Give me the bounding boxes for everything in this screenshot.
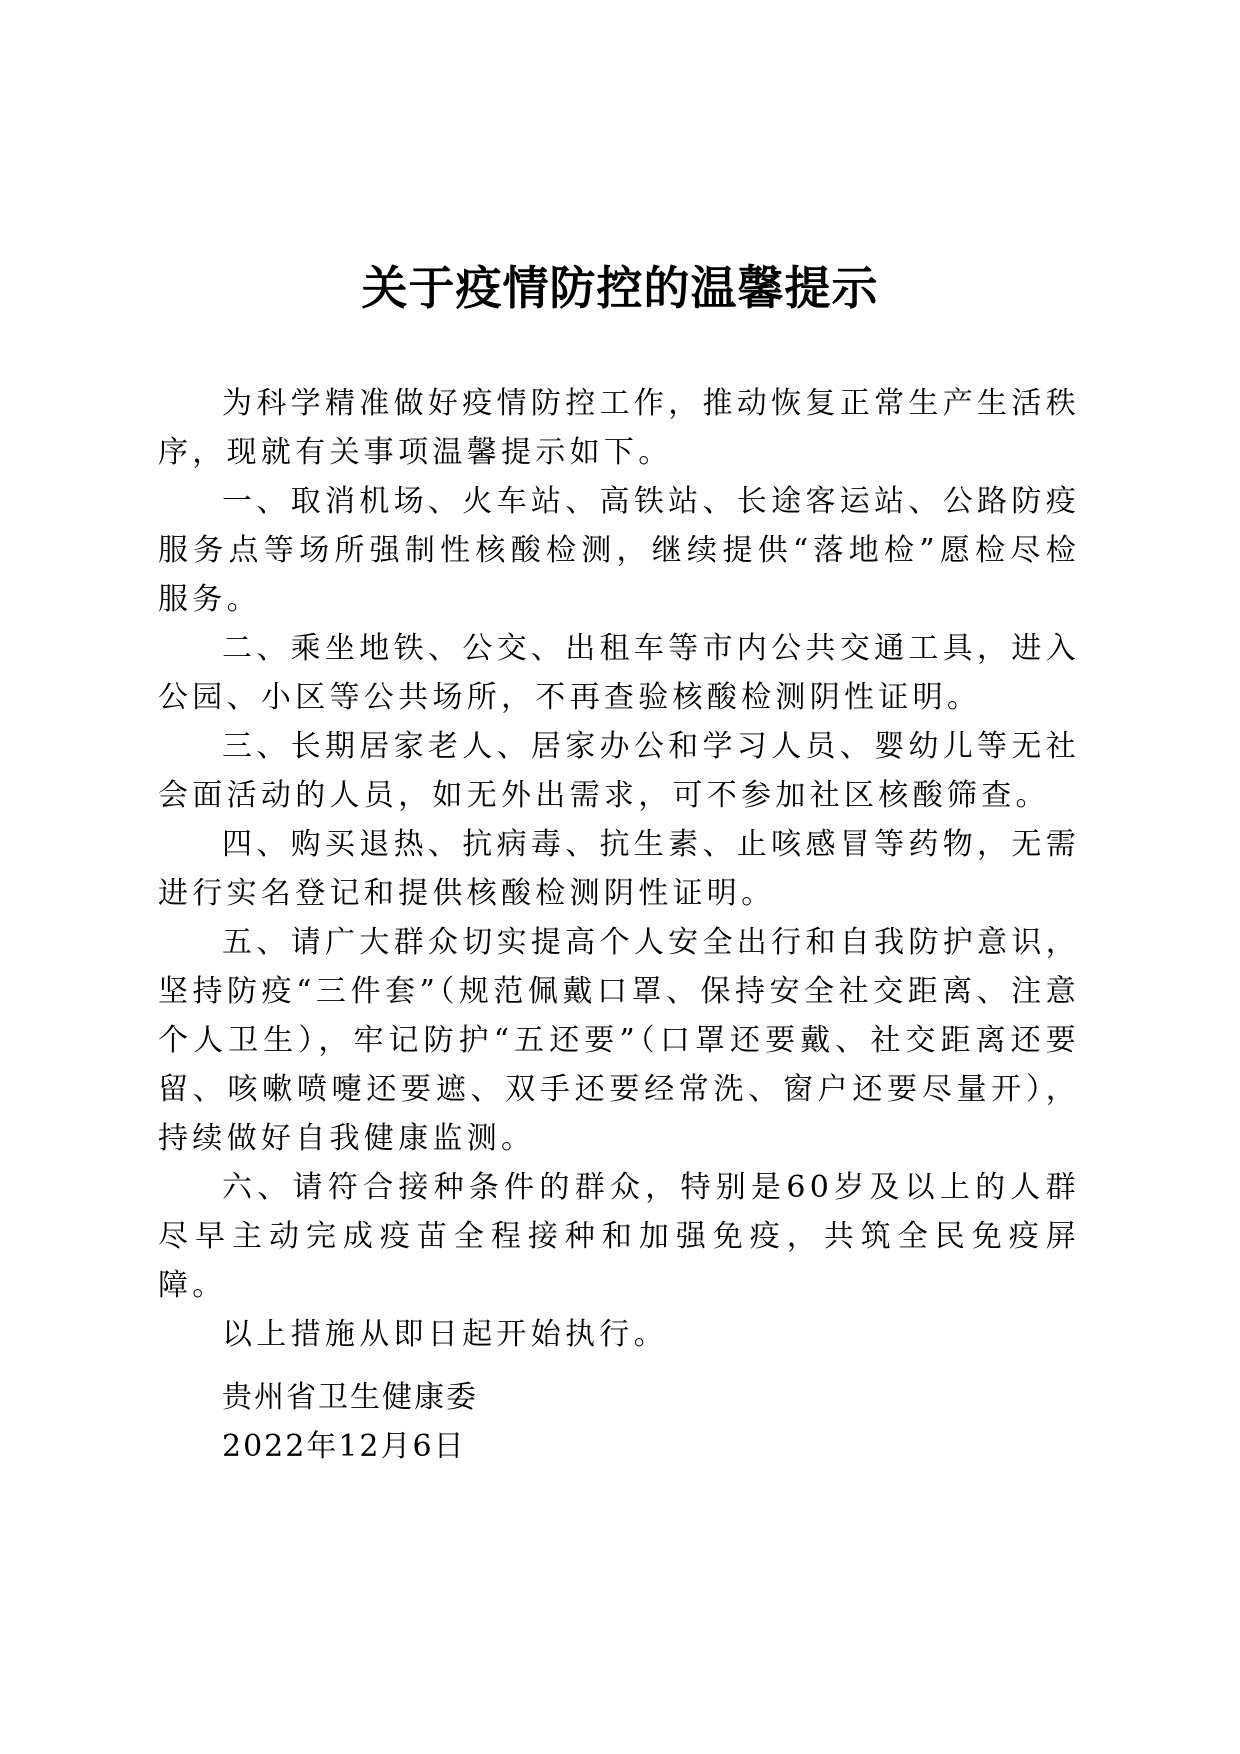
- issue-date: 2022年12月6日: [222, 1429, 466, 1464]
- item-3-paragraph: 三、长期居家老人、居家办公和学习人员、婴幼儿等无社会面活动的人员，如无外出需求，可不参加社区核酸筛查。: [158, 729, 1080, 813]
- item-2-paragraph: 二、乘坐地铁、公交、出租车等市内公共交通工具，进入公园、小区等公共场所，不再查验核酸检测阴性证明。: [158, 631, 1080, 715]
- item-6-paragraph: 六、请符合接种条件的群众，特别是60岁及以上的人群尽早主动完成疫苗全程接种和加强免疫，共筑全民免疫屏障。: [158, 1170, 1080, 1303]
- intro-paragraph: 为科学精准做好疫情防控工作，推动恢复正常生产生活秩序，现就有关事项温馨提示如下。: [158, 386, 1080, 470]
- item-5-paragraph: 五、请广大群众切实提高个人安全出行和自我防护意识，坚持防疫“三件套”（规范佩戴口罩、保持安全社交距离、注意个人卫生），牢记防护“五还要”（口罩还要戴、社交距离还要留、咳嗽喷嚏还要遮、双手还要经常洗、窗户还要尽量开），持续做好自我健康监测。: [158, 925, 1080, 1156]
- item-1-paragraph: 一、取消机场、火车站、高铁站、长途客运站、公路防疫服务点等场所强制性核酸检测，继续提供“落地检”愿检尽检服务。: [158, 484, 1080, 617]
- closing-paragraph: 以上措施从即日起开始执行。: [222, 1317, 668, 1352]
- issuer-name: 贵州省卫生健康委: [222, 1380, 478, 1415]
- document-body: [158, 379, 1080, 1359]
- document-title: 关于疫情防控的温馨提示: [361, 261, 879, 315]
- item-4-paragraph: 四、购买退热、抗病毒、抗生素、止咳感冒等药物，无需进行实名登记和提供核酸检测阴性证明。: [158, 827, 1080, 911]
- signature-block: [222, 1373, 478, 1471]
